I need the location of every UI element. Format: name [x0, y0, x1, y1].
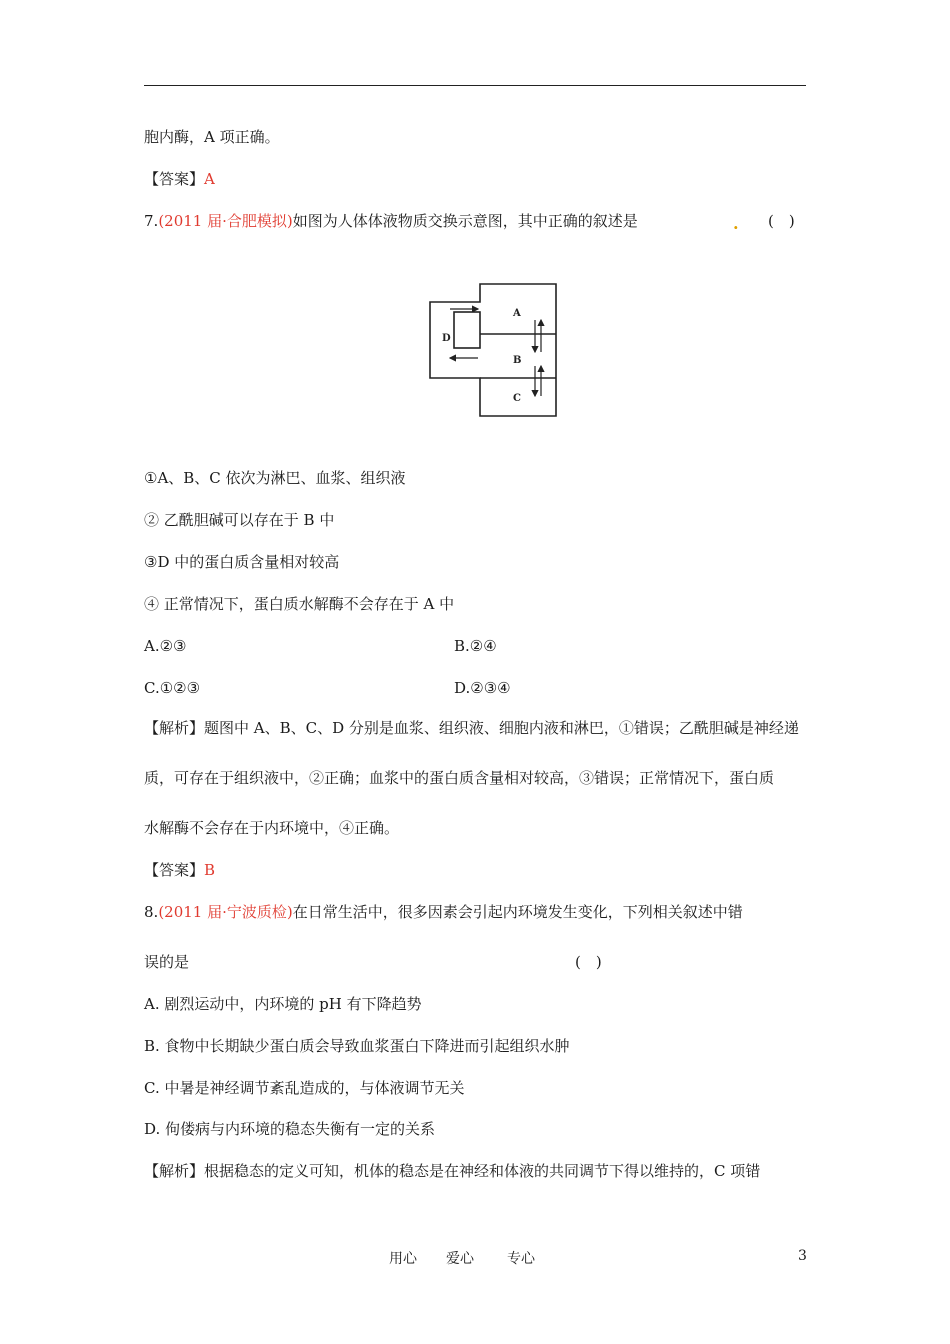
q7-analysis-1: 【解析】题图中 A、B、C、D 分别是血浆、组织液、细胞内液和淋巴，①错误；乙酰胆碱是神经递: [144, 719, 799, 737]
answer-label: 【答案】: [144, 170, 205, 188]
q8-stem-2: 误的是: [144, 953, 190, 971]
q8-stem-text: 在日常生活中，很多因素会引起内环境发生变化，下列相关叙述中错: [292, 903, 743, 921]
q7-number: 7.: [144, 212, 159, 230]
label-c: C: [513, 393, 521, 404]
analysis-label: 【解析】: [144, 1162, 205, 1180]
prev-tail: 胞内酶，A 项正确。: [144, 128, 280, 146]
q7-option-b: B.②④: [454, 637, 497, 655]
answer-value: A: [204, 170, 215, 188]
answer-value: B: [204, 861, 216, 879]
q7-statement-1: ①A、B、C 依次为淋巴、血浆、组织液: [144, 469, 406, 487]
analysis-label: 【解析】: [144, 719, 205, 737]
q8-source: (2011 届·宁波质检): [158, 903, 293, 921]
page-number: 3: [798, 1248, 807, 1264]
q7-option-c: C.①②③: [144, 679, 201, 697]
q8-option-d: D. 佝偻病与内环境的稳态失衡有一定的关系: [144, 1120, 436, 1138]
q7-statement-2: ② 乙酰胆碱可以存在于 B 中: [144, 511, 335, 529]
q7-option-a: A.②③: [144, 637, 187, 655]
q8-option-a: A. 剧烈运动中，内环境的 pH 有下降趋势: [144, 995, 422, 1013]
q7-stem-text: 如图为人体体液物质交换示意图，其中正确的叙述是: [292, 212, 638, 230]
label-b: B: [513, 355, 522, 366]
outer-outline: [430, 284, 556, 416]
fluid-exchange-diagram: [428, 282, 560, 420]
q7-stem: [144, 211, 638, 231]
answer-label: 【答案】: [144, 861, 205, 879]
footer-item-2: 爱心: [446, 1251, 474, 1267]
q7-statement-4: ④ 正常情况下，蛋白质水解酶不会存在于 A 中: [144, 595, 455, 613]
q8-number: 8.: [144, 903, 159, 921]
q7-option-d: D.②③④: [454, 679, 511, 697]
q8-option-b: B. 食物中长期缺少蛋白质会导致血浆蛋白下降进而引起组织水肿: [144, 1037, 570, 1055]
footer-item-3: 专心: [507, 1251, 535, 1267]
orange-dot: .: [733, 214, 739, 233]
header-rule: [144, 85, 806, 86]
q8-stem-1: [144, 902, 806, 922]
q7-analysis-2: 质，可存在于组织液中，②正确；血浆中的蛋白质含量相对较高，③错误；正常情况下，蛋白质: [144, 769, 775, 787]
q7-analysis-3: 水解酶不会存在于内环境中，④正确。: [144, 819, 400, 837]
q8-option-c: C. 中暑是神经调节紊乱造成的，与体液调节无关: [144, 1079, 465, 1097]
q7-source: (2011 届·合肥模拟): [158, 212, 293, 230]
q7-paren: ( ): [768, 212, 795, 230]
q7-answer: [144, 860, 215, 880]
q7-statement-3: ③D 中的蛋白质含量相对较高: [144, 553, 340, 571]
footer-item-1: 用心: [389, 1251, 417, 1267]
q8-analysis-1: 【解析】根据稳态的定义可知，机体的稳态是在神经和体液的共同调节下得以维持的，C 项错: [144, 1162, 761, 1180]
label-a: A: [513, 308, 521, 319]
label-d: D: [442, 333, 451, 344]
q8-paren: ( ): [575, 953, 602, 971]
prev-answer: [144, 169, 215, 189]
